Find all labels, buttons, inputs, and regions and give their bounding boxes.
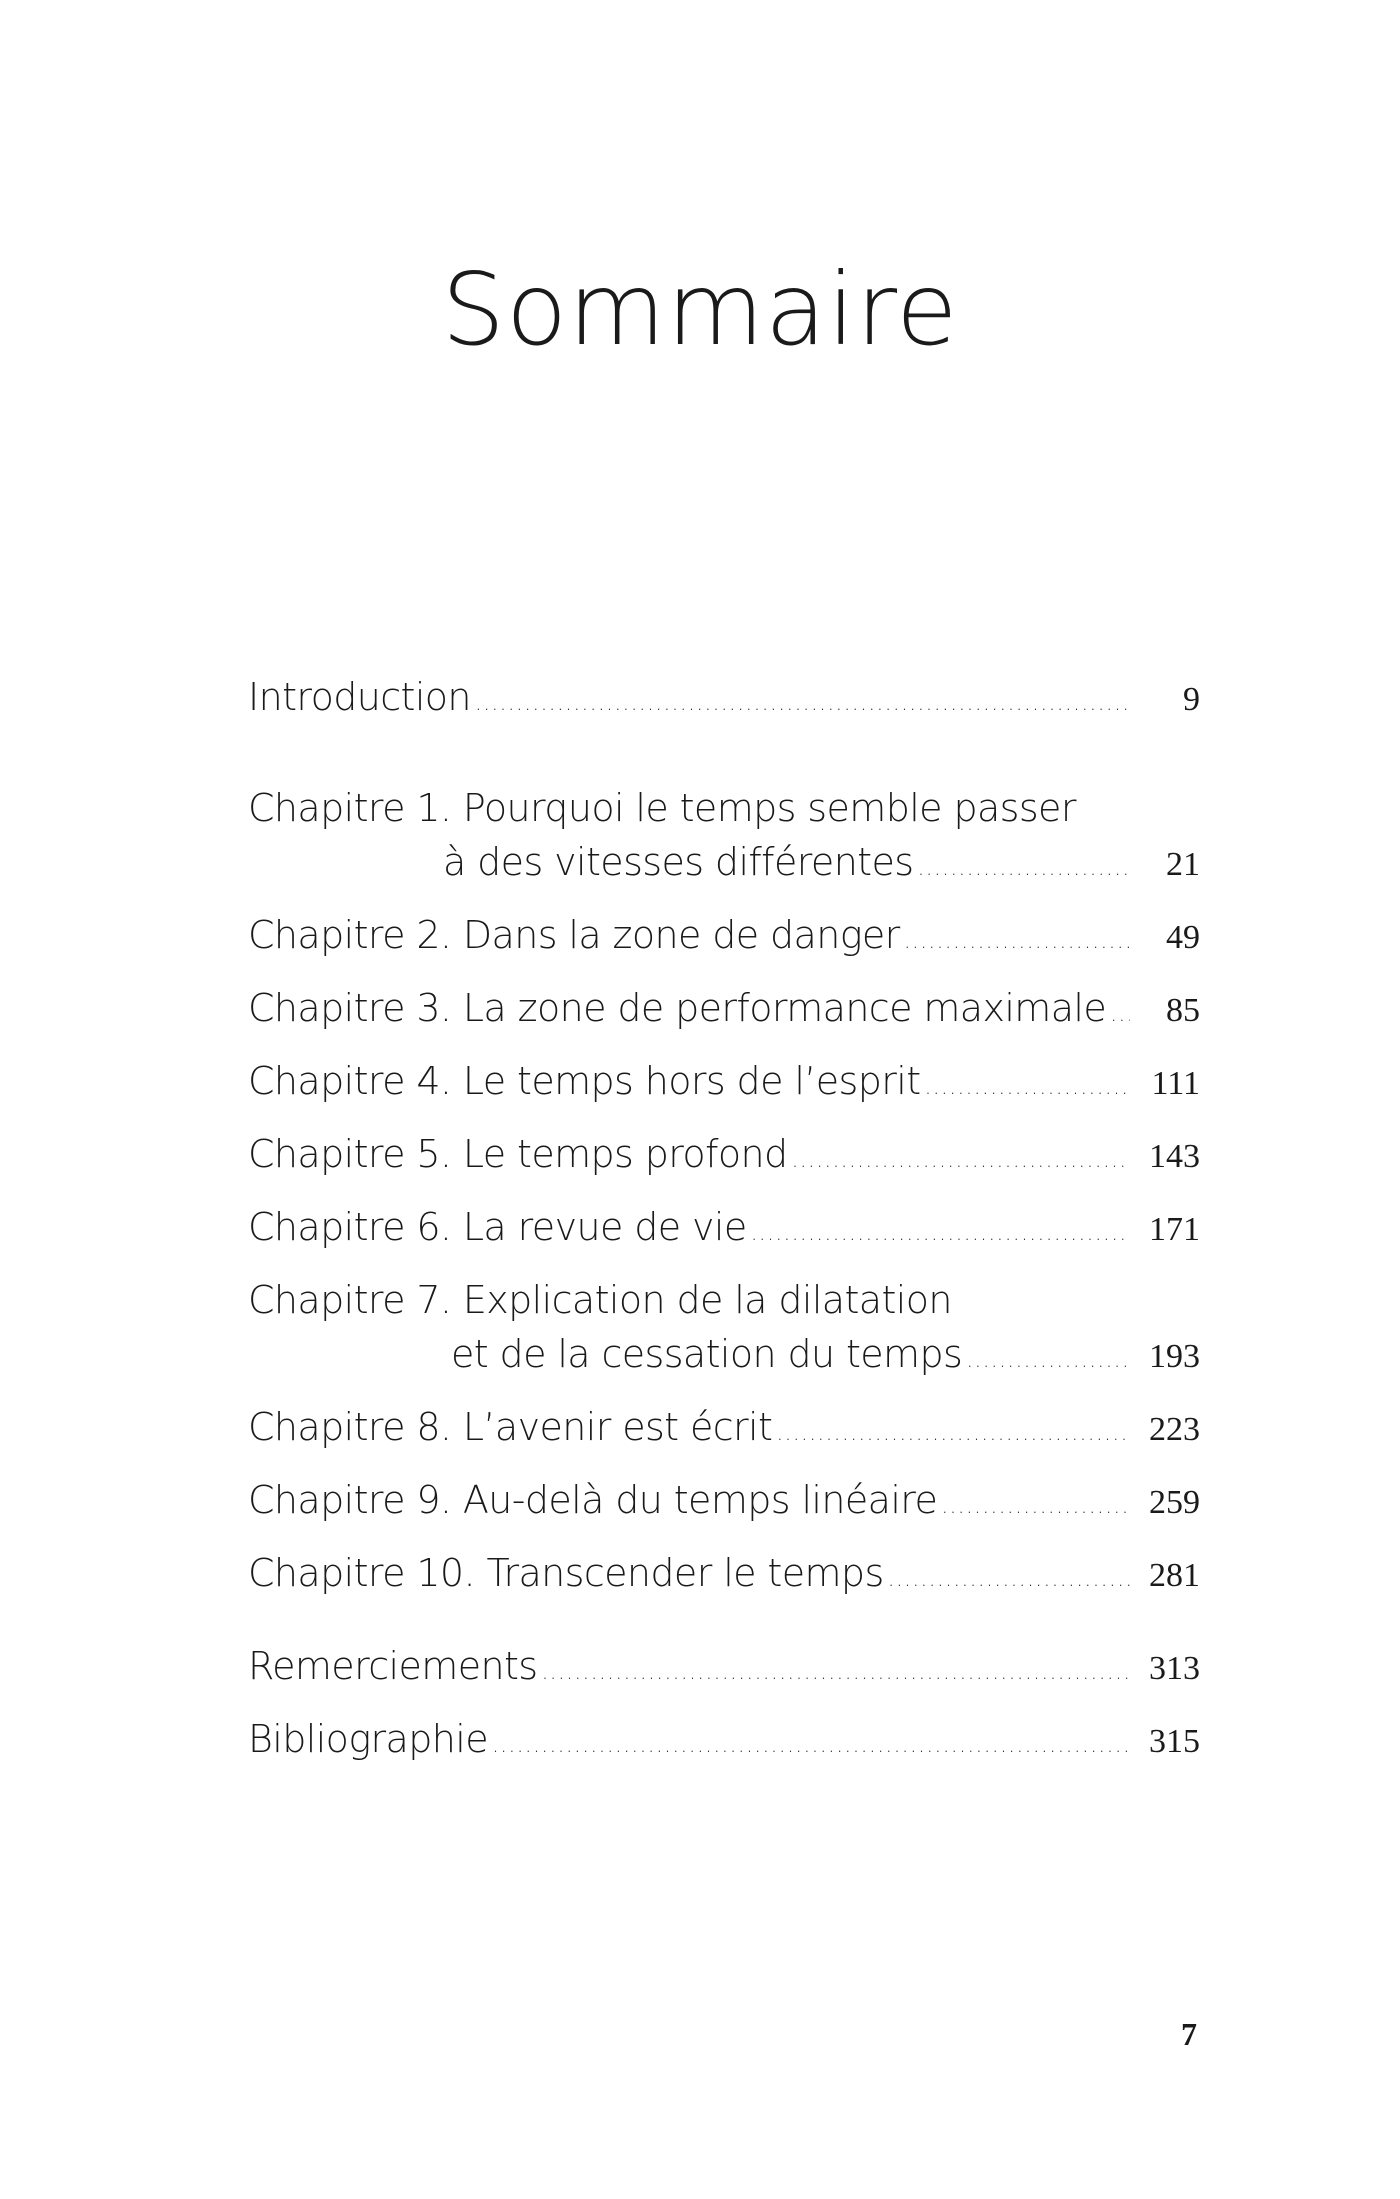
- toc-entry-introduction[interactable]: [248, 670, 1200, 724]
- toc-entry-chapitre-8[interactable]: [248, 1400, 1200, 1454]
- toc-entry-label-continued: et de la cessation du temps: [451, 1332, 963, 1376]
- toc-entry-label: Chapitre 4. Le temps hors de l’esprit: [248, 1059, 921, 1103]
- dot-leader: [888, 1553, 1130, 1607]
- dot-leader: [904, 915, 1130, 969]
- toc-entry-chapitre-10[interactable]: [248, 1546, 1200, 1600]
- toc-entry-label: Chapitre 10. Transcender le temps: [248, 1551, 884, 1595]
- toc-page-number: 111: [1151, 1065, 1200, 1102]
- toc-entry-label-continued: à des vitesses différentes: [443, 840, 914, 884]
- toc-page-number: 9: [1183, 681, 1200, 718]
- dot-leader: [541, 1646, 1130, 1700]
- toc-entry-bibliographie[interactable]: [248, 1712, 1200, 1766]
- toc-entry-remerciements[interactable]: [248, 1639, 1200, 1693]
- dot-leader: [475, 677, 1130, 731]
- toc-entry-chapitre-9[interactable]: [248, 1473, 1200, 1527]
- toc-entry-label: Chapitre 8. L’avenir est écrit: [248, 1405, 773, 1449]
- toc-entry-label: Introduction: [248, 675, 471, 719]
- toc-page-number: 49: [1166, 919, 1200, 956]
- toc-entry-chapitre-1[interactable]: [248, 781, 1200, 889]
- dot-leader: [1110, 988, 1130, 1042]
- dot-leader: [941, 1480, 1130, 1534]
- toc-entry-chapitre-5[interactable]: [248, 1127, 1200, 1181]
- dot-leader: [492, 1719, 1130, 1773]
- toc-page-number: 259: [1149, 1484, 1200, 1521]
- page-folio: 7: [1181, 2016, 1197, 2052]
- toc-page-number: 193: [1149, 1338, 1200, 1375]
- toc-page-number: 281: [1149, 1557, 1200, 1594]
- toc-page-number: 315: [1149, 1723, 1200, 1760]
- toc-page-number: 313: [1149, 1650, 1200, 1687]
- dot-leader: [925, 1061, 1130, 1115]
- toc-entry-chapitre-3[interactable]: [248, 981, 1200, 1035]
- toc-entry-chapitre-4[interactable]: [248, 1054, 1200, 1108]
- toc-entry-label: Chapitre 5. Le temps profond: [248, 1132, 788, 1176]
- toc-entry-chapitre-6[interactable]: [248, 1200, 1200, 1254]
- toc-page-number: 143: [1149, 1138, 1200, 1175]
- toc-page-number: 85: [1166, 992, 1200, 1029]
- toc-entry-label: Remerciements: [248, 1644, 538, 1688]
- toc-entry-label: Bibliographie: [248, 1717, 488, 1761]
- toc-entry-label: Chapitre 3. La zone de performance maximale: [248, 986, 1107, 1030]
- toc-entry-chapitre-7[interactable]: [248, 1273, 1200, 1381]
- toc-entry-label: Chapitre 9. Au-delà du temps linéaire: [248, 1478, 938, 1522]
- dot-leader: [917, 842, 1130, 896]
- dot-leader: [966, 1334, 1130, 1388]
- toc-entry-chapitre-2[interactable]: [248, 908, 1200, 962]
- toc-entry-label: Chapitre 6. La revue de vie: [248, 1205, 747, 1249]
- dot-leader: [776, 1407, 1130, 1461]
- page-title: Sommaire: [441, 251, 959, 368]
- dot-leader: [792, 1134, 1130, 1188]
- toc-entry-label: Chapitre 1. Pourquoi le temps semble passer: [248, 786, 1076, 830]
- toc-page-number: 171: [1149, 1211, 1200, 1248]
- toc-entry-label: Chapitre 2. Dans la zone de danger: [248, 913, 900, 957]
- toc-page-number: 223: [1149, 1411, 1200, 1448]
- toc-page-number: 21: [1166, 846, 1200, 883]
- toc-entry-label: Chapitre 7. Explication de la dilatation: [248, 1278, 952, 1322]
- dot-leader: [751, 1207, 1130, 1261]
